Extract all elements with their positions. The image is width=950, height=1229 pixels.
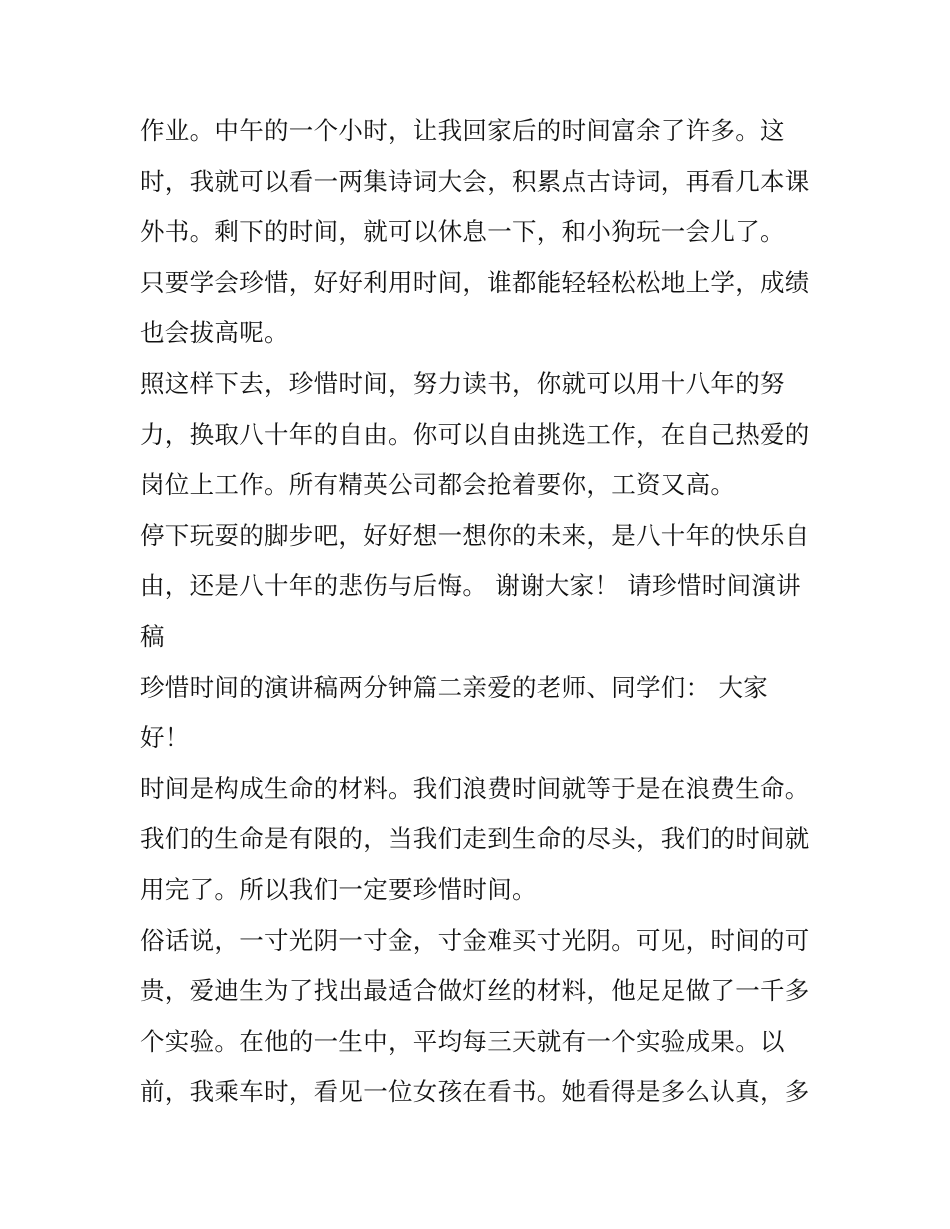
text-line: 好！	[140, 723, 190, 753]
text-line: 稿	[140, 621, 165, 651]
text-line: 珍惜时间的演讲稿两分钟篇二亲爱的老师、同学们： 大家	[140, 672, 769, 702]
text-line: 也会拔高呢。	[140, 318, 289, 348]
text-line: 岗位上工作。所有精英公司都会抢着要你，工资又高。	[140, 470, 736, 500]
text-line: 我们的生命是有限的，当我们走到生命的尽头，我们的时间就	[140, 824, 810, 854]
text-line: 作业。中午的一个小时，让我回家后的时间富余了许多。这	[140, 116, 785, 145]
text-line: 贵，爱迪生为了找出最适合做灯丝的材料，他足足做了一千多	[140, 976, 810, 1006]
text-line: 照这样下去，珍惜时间，努力读书，你就可以用十八年的努	[140, 368, 785, 398]
text-line: 力，换取八十年的自由。你可以自由挑选工作，在自己热爱的	[140, 419, 810, 449]
text-line: 时间是构成生命的材料。我们浪费时间就等于是在浪费生命。	[140, 773, 810, 803]
text-line: 只要学会珍惜，好好利用时间，谁都能轻轻松松地上学，成绩	[140, 267, 810, 297]
text-line: 用完了。所以我们一定要珍惜时间。	[140, 874, 537, 904]
text-line: 时，我就可以看一两集诗词大会，积累点古诗词，再看几本课	[140, 166, 810, 196]
text-line: 由，还是八十年的悲伤与后悔。 谢谢大家！ 请珍惜时间演讲	[140, 571, 801, 601]
text-line: 停下玩耍的脚步吧，好好想一想你的未来，是八十年的快乐自	[140, 520, 810, 550]
text-line: 外书。剩下的时间，就可以休息一下，和小狗玩一会儿了。	[140, 217, 785, 247]
text-line: 俗话说，一寸光阴一寸金，寸金难买寸光阴。可见，时间的可	[140, 925, 810, 955]
text-line: 个实验。在他的一生中，平均每三天就有一个实验成果。以	[140, 1026, 785, 1056]
document-body	[140, 106, 820, 1118]
text-line: 前，我乘车时，看见一位女孩在看书。她看得是多么认真，多	[140, 1077, 810, 1107]
